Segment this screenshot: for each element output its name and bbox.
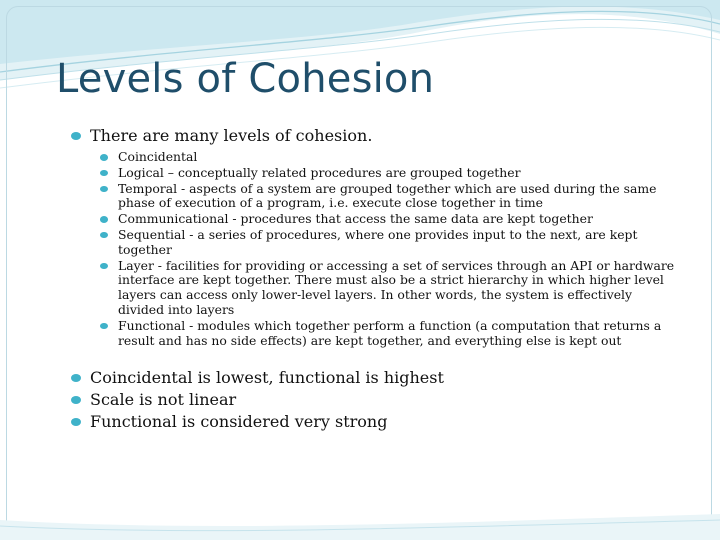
list-item-text: Logical – conceptually related procedures are grouped together — [118, 164, 521, 180]
bullet-dot-icon — [71, 418, 81, 426]
bullet-dot-icon — [100, 323, 108, 330]
list-item — [98, 182, 680, 212]
bullet-dot-icon — [100, 263, 108, 270]
bullet-dot-icon — [100, 186, 108, 193]
list-item — [98, 150, 680, 165]
list-item-text: Sequential - a series of procedures, where one provides input to the next, are kept together — [118, 226, 638, 257]
bullet-summary — [70, 411, 680, 433]
cohesion-levels-list — [98, 150, 680, 348]
list-item-text: Temporal - aspects of a system are grouped together which are used during the same phase of execution of a program, i.e. execute close together in time — [118, 180, 657, 211]
bullet-dot-icon — [100, 232, 108, 239]
spacer — [70, 349, 680, 367]
bullet-intro — [70, 125, 680, 147]
list-item — [98, 166, 680, 181]
bullet-dot-icon — [71, 396, 81, 404]
bullet-dot-icon — [100, 216, 108, 223]
bullet-dot-icon — [71, 132, 81, 140]
list-item — [98, 259, 680, 318]
slide-content — [70, 125, 680, 433]
bullet-text: Coincidental is lowest, functional is highest — [90, 368, 444, 388]
footer-wave-decoration — [0, 490, 720, 540]
list-item-text: Functional - modules which together perform a function (a computation that returns a result and has no side effects) are kept together, and everything else is kept out — [118, 317, 662, 348]
bullet-text: Functional is considered very strong — [90, 412, 388, 432]
bullet-text: There are many levels of cohesion. — [90, 126, 373, 145]
bullet-summary — [70, 367, 680, 389]
bullet-dot-icon — [100, 154, 108, 161]
list-item-text: Communicational - procedures that access the same data are kept together — [118, 211, 593, 227]
list-item — [98, 319, 680, 349]
bullet-summary — [70, 389, 680, 411]
list-item — [98, 228, 680, 258]
bullet-dot-icon — [100, 170, 108, 177]
page-title: Levels of Cohesion — [56, 56, 435, 102]
bullet-dot-icon — [71, 374, 81, 382]
bullet-text: Scale is not linear — [90, 390, 237, 410]
list-item-text: Coincidental — [118, 149, 198, 164]
list-item — [98, 212, 680, 227]
list-item-text: Layer - facilities for providing or accessing a set of services through an API or hardware interface are kept together. There must also be a strict hierarchy in which higher level layers can access only lower-level layers. In other words, the system is effectively divided into layers — [118, 257, 675, 317]
